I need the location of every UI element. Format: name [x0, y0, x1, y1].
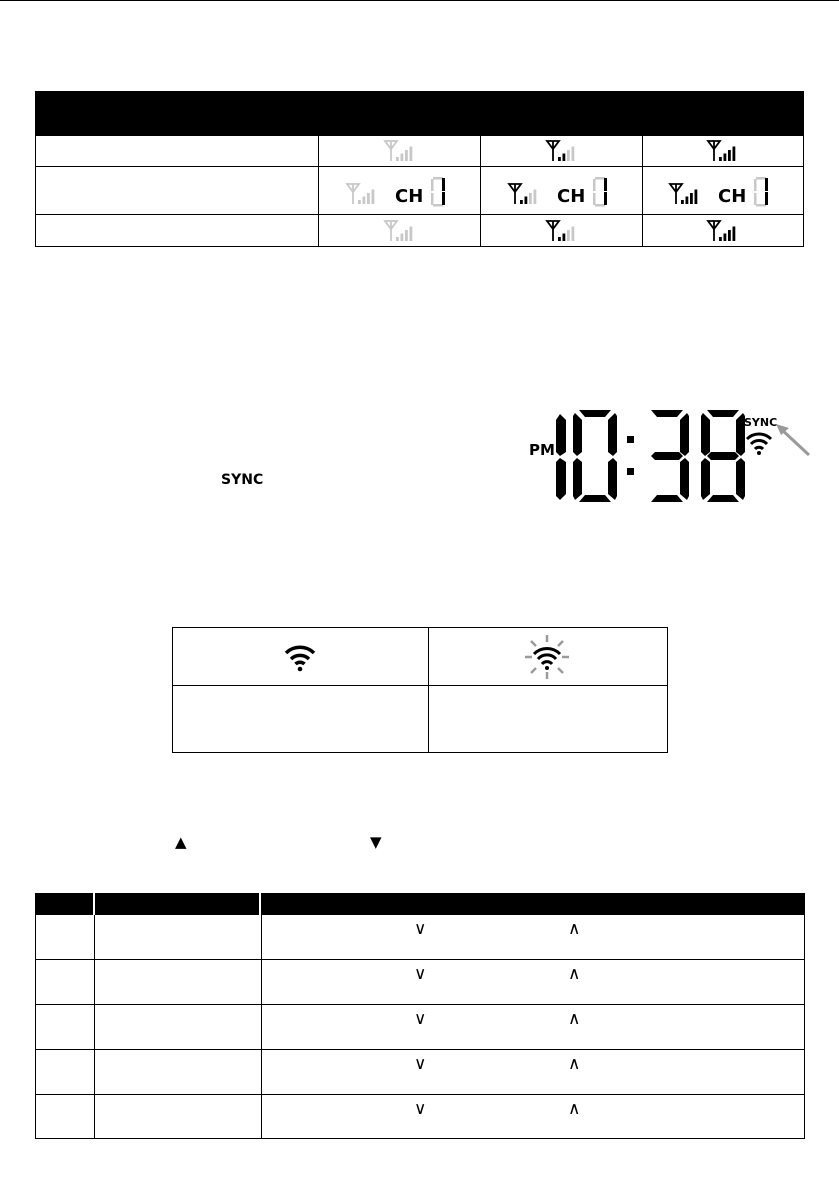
signal-header-medium	[482, 91, 642, 135]
signal-row-label	[35, 214, 319, 247]
signal-cell-weak	[318, 135, 481, 167]
chevron-down-icon: ∨	[414, 1009, 427, 1029]
signal-row-2	[35, 166, 804, 215]
chevron-up-icon: ∧	[568, 964, 581, 984]
wifi-steady-icon	[283, 642, 317, 672]
signal-cell-weak	[318, 214, 481, 247]
sync-inline-label: SYNC	[221, 472, 264, 488]
top-rule	[0, 0, 839, 1]
svg-text:CH: CH	[394, 185, 423, 207]
signal-medium-channel-icon	[507, 174, 617, 208]
table-row	[35, 915, 805, 960]
down-arrow-icon: ▼	[370, 833, 382, 851]
chevron-up-icon: ∧	[568, 1009, 581, 1029]
signal-header-strong	[644, 91, 804, 135]
signal-cell-medium-ch	[480, 166, 643, 215]
signal-cell-strong	[642, 214, 804, 247]
signal-cell-medium	[480, 214, 643, 247]
signal-header-label	[35, 91, 318, 135]
signal-row-label	[35, 166, 319, 215]
signal-table-header	[35, 91, 804, 135]
table-row	[35, 1095, 805, 1139]
signal-strong-icon	[706, 138, 740, 164]
wifi-flashing-icon	[523, 633, 571, 681]
signal-strong-icon	[706, 218, 740, 244]
signal-strong-channel-icon	[668, 174, 778, 208]
settings-table	[35, 893, 805, 1139]
table-row	[35, 1005, 805, 1050]
signal-row-1	[35, 135, 804, 167]
chevron-up-icon: ∧	[568, 1054, 581, 1074]
up-arrow-icon: ▲	[175, 833, 187, 851]
signal-weak-channel-icon	[345, 174, 455, 208]
chevron-down-icon: ∨	[414, 1054, 427, 1074]
signal-weak-icon	[383, 138, 417, 164]
chevron-down-icon: ∨	[414, 919, 427, 939]
pointer-arrow-icon	[773, 422, 813, 458]
signal-cell-weak-ch	[318, 166, 481, 215]
clock-digits	[555, 410, 755, 502]
signal-row-label	[35, 135, 319, 167]
signal-cell-strong	[642, 135, 804, 167]
chevron-up-icon: ∧	[568, 919, 581, 939]
signal-cell-medium	[480, 135, 643, 167]
clock-display	[525, 410, 815, 505]
ampm-indicator: PM	[529, 441, 555, 459]
svg-text:CH: CH	[718, 185, 747, 207]
signal-weak-icon	[383, 218, 417, 244]
table-row	[35, 960, 805, 1005]
table-row	[35, 1050, 805, 1095]
chevron-down-icon: ∨	[414, 964, 427, 984]
clock-wifi-icon	[745, 430, 773, 456]
clock-sync-label: SYNC	[744, 416, 778, 429]
signal-medium-icon	[545, 138, 579, 164]
signal-medium-icon	[545, 218, 579, 244]
chevron-up-icon: ∧	[568, 1099, 581, 1119]
signal-row-3	[35, 214, 804, 247]
chevron-down-icon: ∨	[414, 1099, 427, 1119]
signal-cell-strong-ch	[642, 166, 804, 215]
signal-header-weak	[320, 91, 480, 135]
sync-status-table	[172, 627, 668, 753]
svg-text:CH: CH	[556, 185, 585, 207]
settings-table-header	[35, 893, 805, 915]
